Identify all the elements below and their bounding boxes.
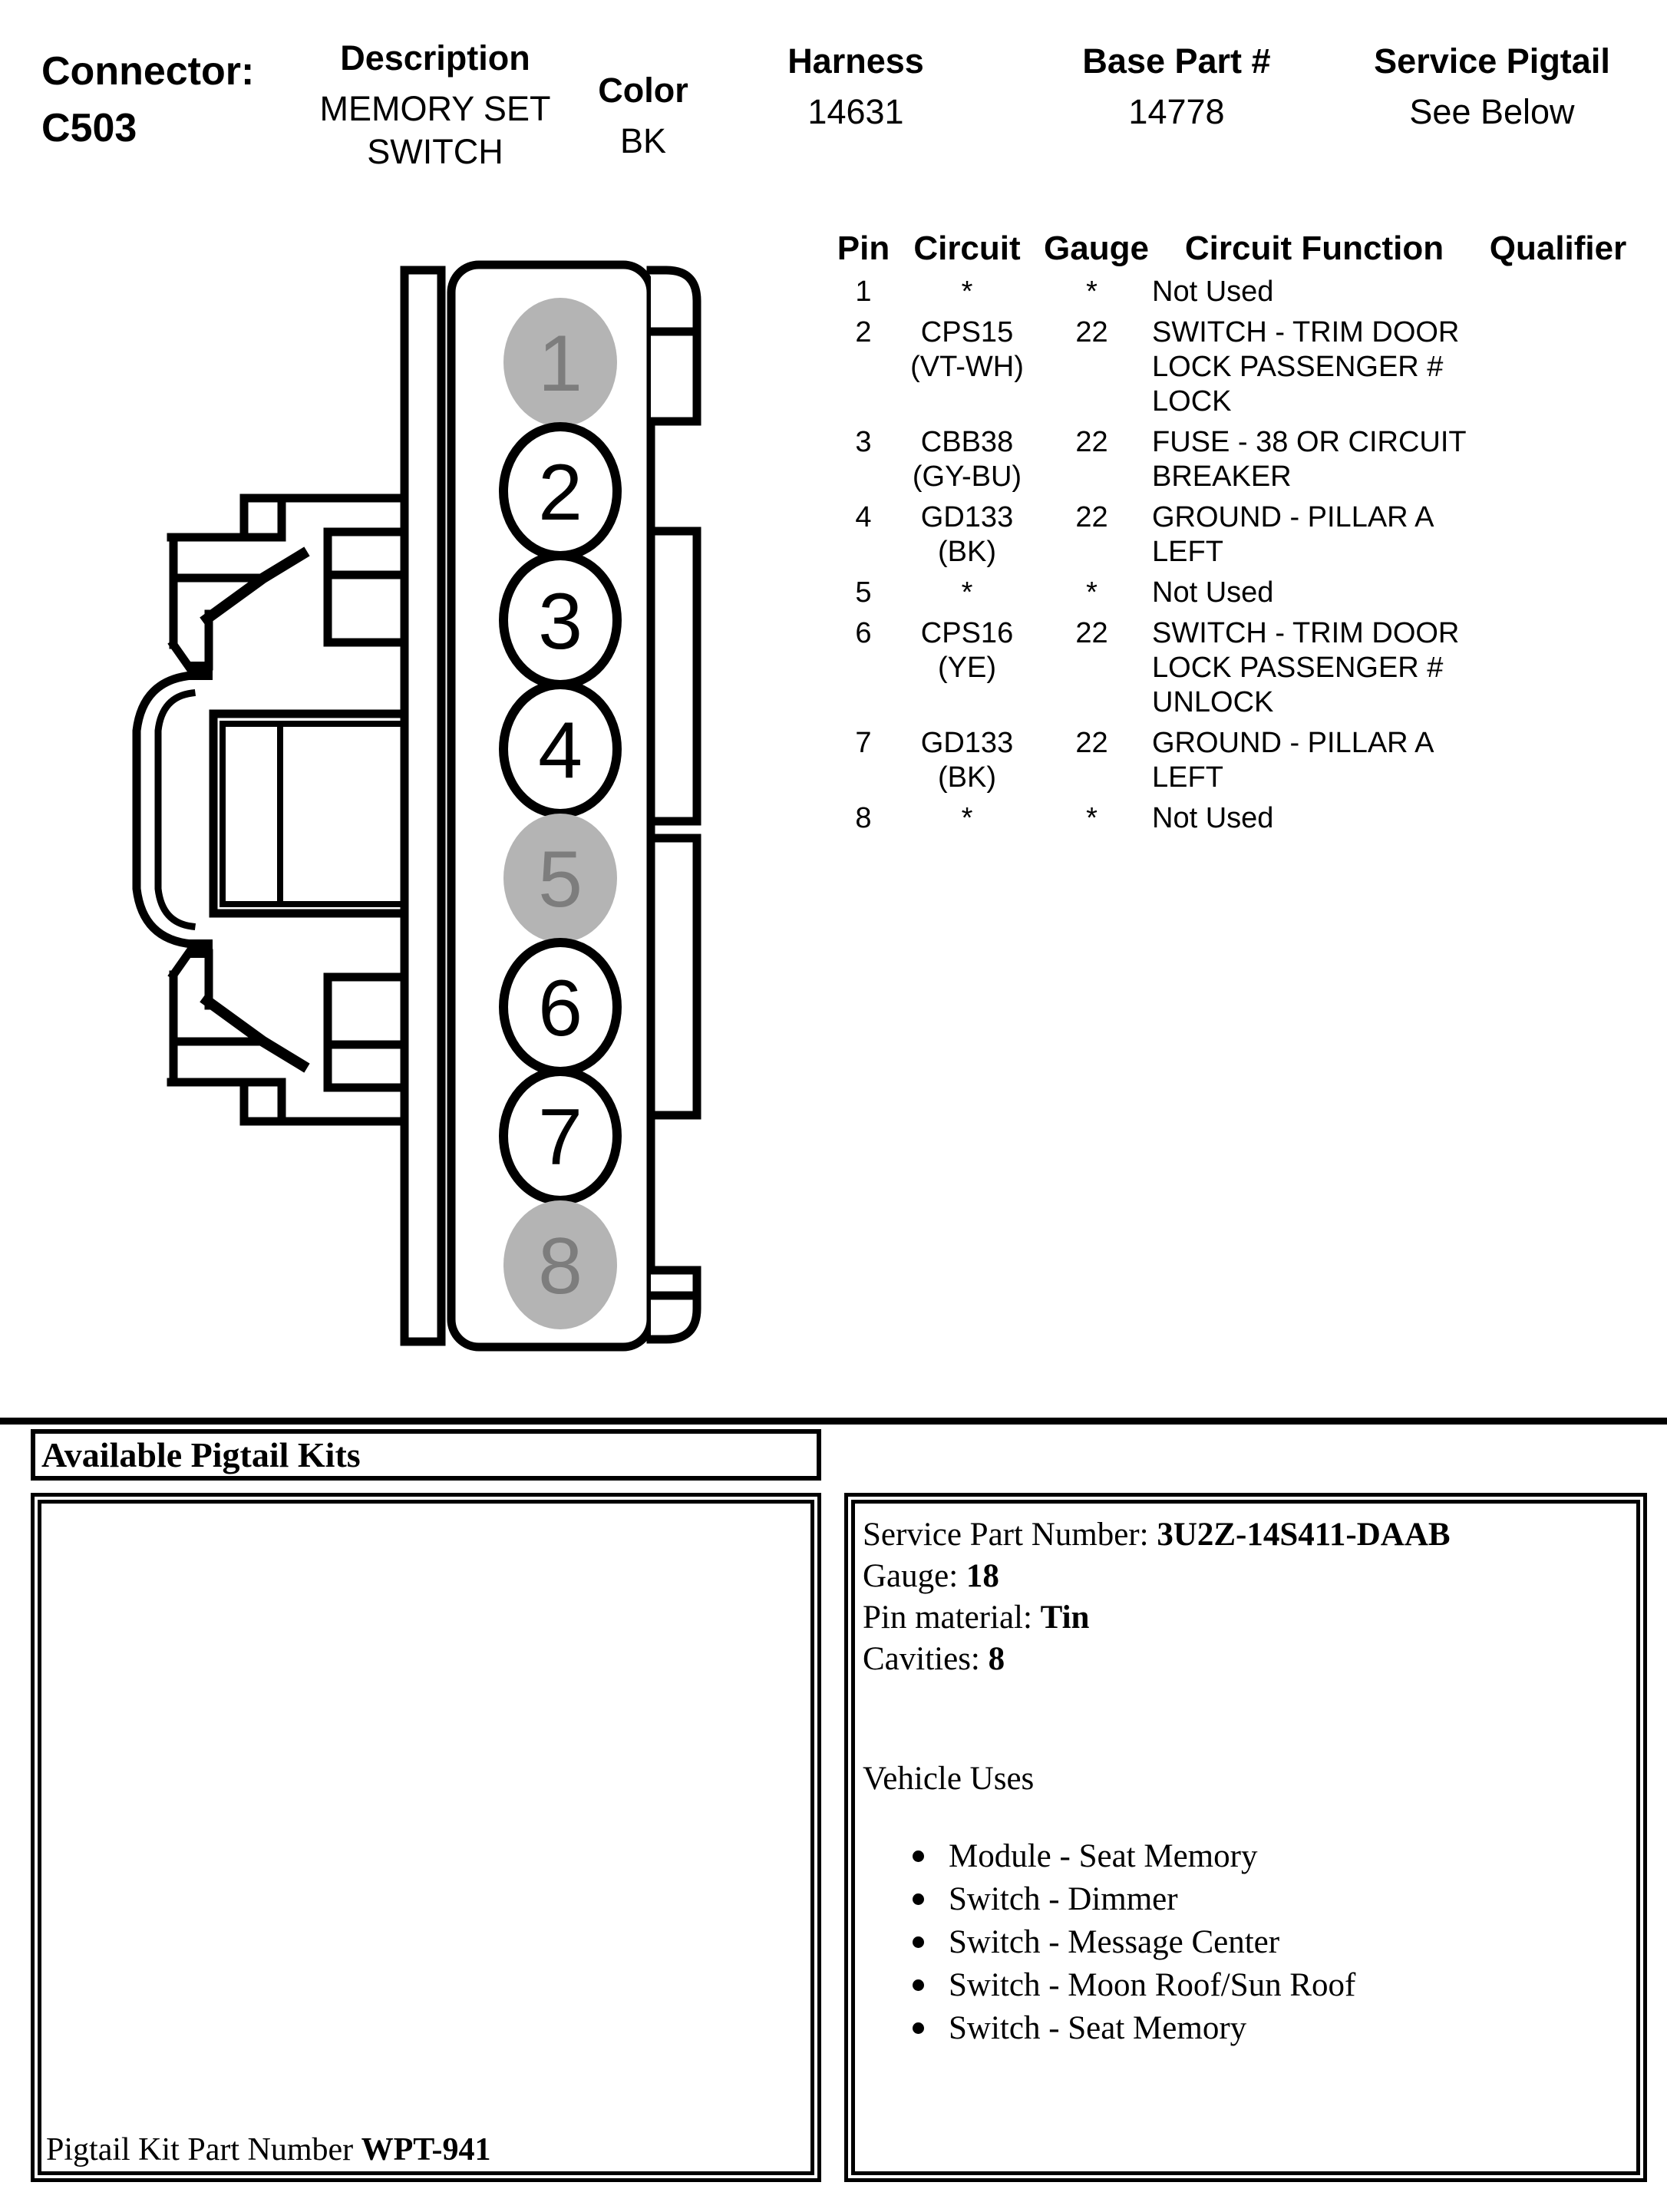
cell-qualifier (1489, 425, 1627, 494)
col-header-circuit: Circuit (913, 229, 1021, 267)
header-col-value: 14778 (1128, 92, 1225, 131)
kit-part-label: Pigtail Kit Part Number (46, 2132, 361, 2167)
section-divider-rule (0, 1418, 1667, 1425)
header-col-color (566, 71, 720, 163)
detail-value: 18 (966, 1558, 999, 1594)
cell-function: SWITCH - TRIM DOOR LOCK PASSENGER # LOCK (1152, 316, 1460, 418)
cell-pin: 5 (855, 576, 872, 609)
service-part-box (844, 1493, 1647, 2182)
service-part-details (863, 1514, 1629, 1680)
detail-value: 8 (988, 1641, 1005, 1677)
pin-table-row (837, 425, 1635, 494)
connector-id: C503 (41, 106, 137, 150)
bullet-icon (913, 1936, 924, 1948)
pin-table-body (837, 275, 1635, 836)
bottom-latch-lever (207, 1001, 302, 1065)
header-col-description (312, 38, 558, 173)
cell-function: Not Used (1152, 802, 1274, 834)
bullet-icon (913, 1979, 924, 1991)
pin-number-6: 6 (538, 964, 583, 1053)
bullet-icon (913, 2022, 924, 2034)
tab-bottom (651, 1270, 697, 1339)
pin-table-row (837, 801, 1635, 836)
cell-function: SWITCH - TRIM DOOR LOCK PASSENGER # UNLOCK (1152, 617, 1460, 718)
bullet-icon (913, 1850, 924, 1862)
cell-function: GROUND - PILLAR A LEFT (1152, 727, 1433, 794)
pigtail-kit-part-number (46, 2131, 490, 2168)
pin-number-2: 2 (538, 448, 583, 537)
pin-table-row (837, 616, 1635, 720)
cell-circuit: * (961, 276, 973, 308)
detail-line (863, 1556, 1629, 1597)
cell-gauge: * (1086, 576, 1098, 609)
vehicle-use-text: Module - Seat Memory (949, 1838, 1258, 1874)
header-col-label: Description (340, 38, 530, 78)
cell-function: Not Used (1152, 276, 1274, 308)
connector-flange (404, 270, 441, 1342)
cell-qualifier (1489, 315, 1627, 419)
bullet-icon (913, 1893, 924, 1905)
top-latch-lever (207, 554, 302, 619)
col-header-gauge: Gauge (1044, 229, 1149, 267)
cell-circuit: GD133 (BK) (920, 501, 1014, 568)
cell-circuit: * (961, 802, 973, 834)
cell-qualifier (1489, 726, 1627, 795)
vehicle-uses-list (863, 1835, 1629, 2050)
cell-function: FUSE - 38 OR CIRCUIT BREAKER (1152, 426, 1466, 493)
cell-circuit: CPS16 (YE) (920, 617, 1014, 684)
cavity-rect (213, 714, 404, 913)
vehicle-use-text: Switch - Dimmer (949, 1881, 1178, 1917)
header-col-base-part- (1046, 41, 1307, 134)
detail-line (863, 1514, 1629, 1556)
vehicle-use-item (913, 1878, 1629, 1921)
cell-pin: 8 (855, 802, 872, 834)
cell-qualifier (1489, 500, 1627, 570)
cell-gauge: 22 (1075, 316, 1108, 348)
tab-middle-lower (651, 838, 697, 1115)
cell-circuit: * (961, 576, 973, 609)
available-pigtail-kits-title: Available Pigtail Kits (41, 1435, 361, 1474)
tab-middle-upper (651, 531, 697, 821)
cell-pin: 2 (855, 316, 872, 348)
detail-label: Service Part Number: (863, 1517, 1157, 1553)
cell-pin: 1 (855, 276, 872, 308)
cell-gauge: 22 (1075, 501, 1108, 533)
pin-table-row (837, 726, 1635, 795)
cell-gauge: 22 (1075, 727, 1108, 759)
detail-value: Tin (1040, 1600, 1090, 1636)
header-col-value: See Below (1409, 92, 1575, 131)
header-col-service-pigtail (1331, 41, 1653, 134)
cell-pin: 7 (855, 727, 872, 759)
header-col-label: Color (598, 71, 688, 110)
col-header-pin: Pin (837, 229, 890, 267)
cell-function: Not Used (1152, 576, 1274, 609)
terminal-pair-top (328, 532, 404, 642)
pin-table-row (837, 500, 1635, 570)
tab-top (651, 270, 697, 421)
header-col-label: Harness (787, 41, 924, 81)
cell-function: GROUND - PILLAR A LEFT (1152, 501, 1433, 568)
pin-number-4: 4 (538, 706, 583, 795)
cell-qualifier (1489, 576, 1627, 610)
cell-pin: 6 (855, 617, 872, 649)
connector-label: Connector: (41, 49, 255, 94)
vehicle-use-item (913, 2007, 1629, 2050)
detail-label: Pin material: (863, 1600, 1041, 1636)
bottom-latch-foot (190, 939, 213, 958)
col-header-qualifier: Qualifier (1489, 229, 1627, 267)
cell-qualifier (1489, 275, 1627, 309)
header-col-value: BK (619, 121, 667, 160)
pigtail-kit-box (31, 1493, 821, 2182)
cell-pin: 4 (855, 501, 872, 533)
cell-circuit: GD133 (BK) (920, 727, 1014, 794)
cell-qualifier (1489, 801, 1627, 836)
cell-circuit: CPS15 (VT-WH) (910, 316, 1024, 383)
detail-label: Cavities: (863, 1641, 989, 1677)
terminal-pair-bottom (328, 977, 404, 1088)
cell-gauge: 22 (1075, 617, 1108, 649)
available-pigtail-kits-box (31, 1429, 821, 1481)
cell-gauge: * (1086, 276, 1098, 308)
pin-table-row (837, 315, 1635, 419)
pin-number-7: 7 (538, 1093, 583, 1182)
header-col-value: 14631 (807, 92, 904, 131)
pin-table-header (837, 227, 1635, 270)
vehicle-uses-title: Vehicle Uses (863, 1761, 1035, 1797)
pin-number-1: 1 (538, 319, 583, 408)
header-col-label: Base Part # (1082, 41, 1271, 81)
header-col-value: MEMORY SET SWITCH (319, 89, 551, 171)
pin-number-8: 8 (538, 1222, 583, 1311)
cell-gauge: 22 (1075, 426, 1108, 458)
vehicle-use-text: Switch - Moon Roof/Sun Roof (949, 1967, 1356, 2003)
vehicle-use-item (913, 1835, 1629, 1878)
pin-table-row (837, 275, 1635, 309)
detail-line (863, 1639, 1629, 1680)
side-bump-inner (158, 693, 192, 926)
col-header-circuit-function: Circuit Function (1184, 229, 1444, 267)
cell-gauge: * (1086, 802, 1098, 834)
pin-number-5: 5 (538, 835, 583, 924)
kit-part-value: WPT-941 (361, 2132, 491, 2167)
cell-circuit: CBB38 (GY-BU) (912, 426, 1022, 493)
pin-table-row (837, 576, 1635, 610)
detail-label: Gauge: (863, 1558, 966, 1594)
vehicle-use-text: Switch - Seat Memory (949, 2010, 1247, 2046)
cell-pin: 3 (855, 426, 872, 458)
detail-value: 3U2Z-14S411-DAAB (1157, 1517, 1451, 1553)
pin-table (837, 227, 1635, 842)
vehicle-use-text: Switch - Message Center (949, 1924, 1280, 1960)
pin-number-3: 3 (538, 577, 583, 666)
connector-title (41, 43, 254, 157)
header-col-harness (741, 41, 971, 134)
cell-qualifier (1489, 616, 1627, 720)
detail-line (863, 1597, 1629, 1639)
header-col-label: Service Pigtail (1374, 41, 1610, 81)
vehicle-use-item (913, 1921, 1629, 1964)
connector-diagram (115, 253, 714, 1359)
vehicle-use-item (913, 1964, 1629, 2007)
